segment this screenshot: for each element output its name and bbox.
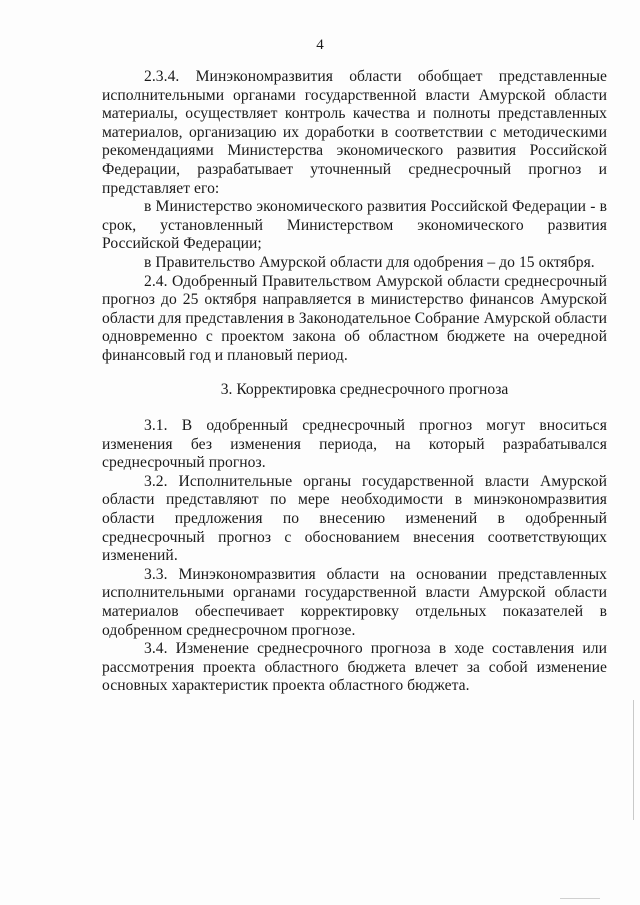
paragraph-3-2: 3.2. Исполнительные органы государственной власти Амурской области представляют по мере необходимости в минэкономразвития области предложения по внесению изменений в одобренный среднесрочный прогноз с обоснованием внесения соответствующих изменений.: [102, 472, 607, 565]
paragraph-2-3-4: 2.3.4. Минэкономразвития области обобщает представленные исполнительными органами государственной власти Амурской области материалы, осуществляет контроль качества и полноты представленных материалов, организацию их доработки в соответствии с методическими рекомендациями Министерства экономического развития Российской Федерации, разрабатывает уточненный среднесрочный прогноз и представляет его:: [102, 68, 607, 197]
paragraph-government-approval: в Правительство Амурской области для одобрения – до 15 октября.: [144, 253, 595, 271]
section-3-heading: 3. Корректировка среднесрочного прогноза: [220, 380, 509, 398]
scan-edge-mark: [633, 700, 634, 820]
paragraph-3-3: 3.3. Минэкономразвития области на основании представленных исполнительными органами государственной власти Амурской области материалов обеспечивает корректировку отдельных показателей в одобренном среднесрочном прогнозе.: [102, 565, 607, 639]
paragraph-3-1: 3.1. В одобренный среднесрочный прогноз могут вноситься изменения без изменения периода, на который разрабатывался среднесрочный прогноз.: [102, 417, 607, 472]
paragraph-ministry-economy: в Министерство экономического развития Российской Федерации - в срок, установленный Министерством экономического развития Российской Федерации;: [102, 198, 607, 253]
heading-spacer: [102, 399, 607, 417]
page-number: 4: [316, 37, 324, 53]
document-body: [102, 68, 607, 696]
paragraph-3-4: 3.4. Изменение среднесрочного прогноза в ходе составления или рассмотрения проекта областного бюджета влечет за собой изменение основных характеристик проекта областного бюджета.: [102, 640, 607, 695]
scan-edge-mark: [560, 898, 600, 899]
section-spacer: [102, 366, 607, 381]
paragraph-2-4: 2.4. Одобренный Правительством Амурской области среднесрочный прогноз до 25 октября направляется в министерство финансов Амурской области для представления в Законодательное Собрание Амурской области одновременно с проектом закона об областном бюджете на очередной финансовый год и плановый период.: [102, 272, 607, 364]
